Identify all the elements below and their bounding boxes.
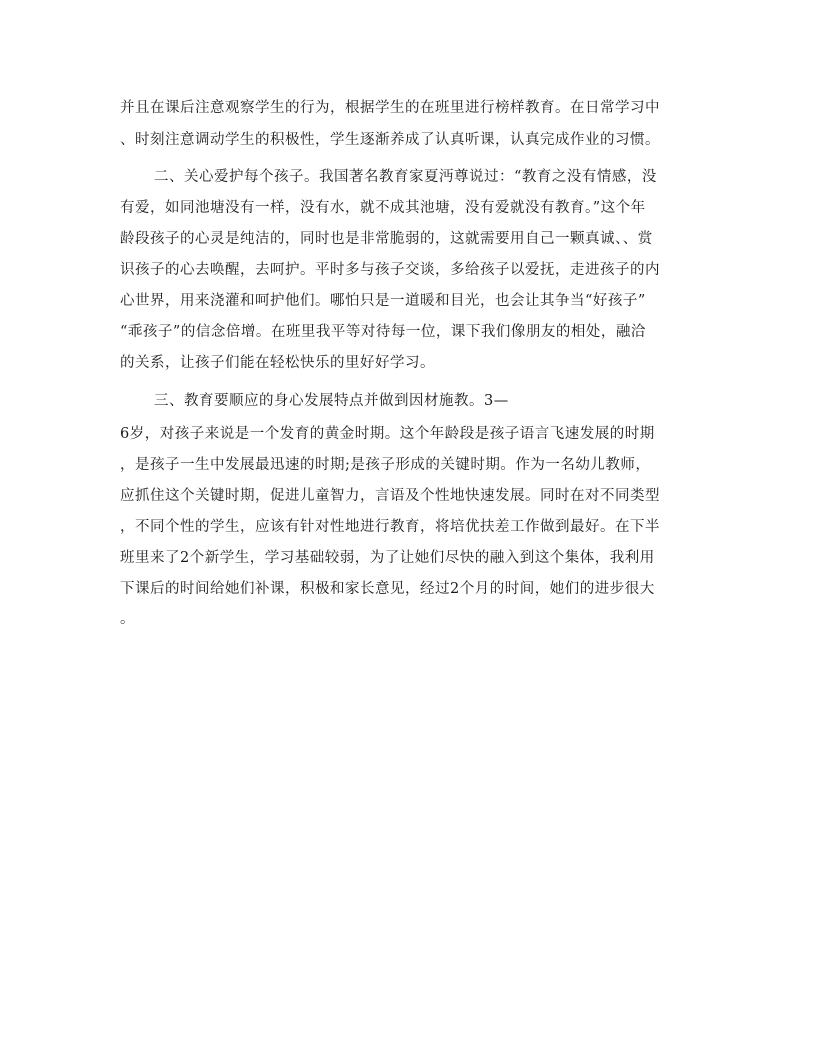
text-line: ，是孩子一生中发展最迅速的时期;是孩子形成的关键时期。作为一名幼儿教师，: [120, 457, 651, 473]
text-line: 龄段孩子的心灵是纯洁的，同时也是非常脆弱的，这就需要用自己一颗真诚、、赏: [120, 231, 653, 247]
section-heading-line: 二、关心爱护每个孩子。我国著名教育家夏沔尊说过：“教育之没有情感，没: [154, 169, 657, 185]
text-line: 心世界，用来浇灌和呵护他们。哪怕只是一道暖和目光，也会让其争当“好孩子”: [120, 293, 646, 309]
text-line: 班里来了2个新学生，学习基础较弱，为了让她们尽快的融入到这个集体，我利用: [120, 550, 655, 566]
text-line: 的关系，让孩子们能在轻松快乐的里好好学习。: [120, 355, 435, 371]
text-line: 并且在课后注意观察学生的行为，根据学生的在班里进行榜样教育。在日常学习中: [120, 100, 660, 116]
text-line: ，不同个性的学生，应该有针对性地进行教育，将培优扶差工作做到最好。在下半: [120, 519, 660, 535]
text-line: 识孩子的心去唤醒，去呵护。平时多与孩子交谈，多给孩子以爱抚，走进孩子的内: [120, 262, 660, 278]
text-line: 应抓住这个关键时期，促进儿童智力，言语及个性地快速发展。同时在对不同类型: [120, 488, 660, 504]
text-line: 。: [120, 611, 135, 627]
text-line: 6岁，对孩子来说是一个发育的黄金时期。这个年龄段是孩子语言飞速发展的时期: [120, 426, 655, 442]
section-heading-line: 三、教育要顺应的身心发展特点并做到因材施教。3—: [154, 393, 509, 409]
text-line: 有爱，如同池塘没有一样，没有水，就不成其池塘，没有爱就没有教育。”这个年: [120, 200, 646, 216]
text-line: “乖孩子”的信念倍增。在班里我平等对待每一位，课下我们像朋友的相处，融洽: [120, 324, 646, 340]
text-line: 下课后的时间给她们补课，积极和家长意见，经过2个月的时间，她们的进步很大: [120, 581, 655, 597]
text-line: 、时刻注意调动学生的积极性，学生逐渐养成了认真听课，认真完成作业的习惯。: [120, 132, 660, 148]
